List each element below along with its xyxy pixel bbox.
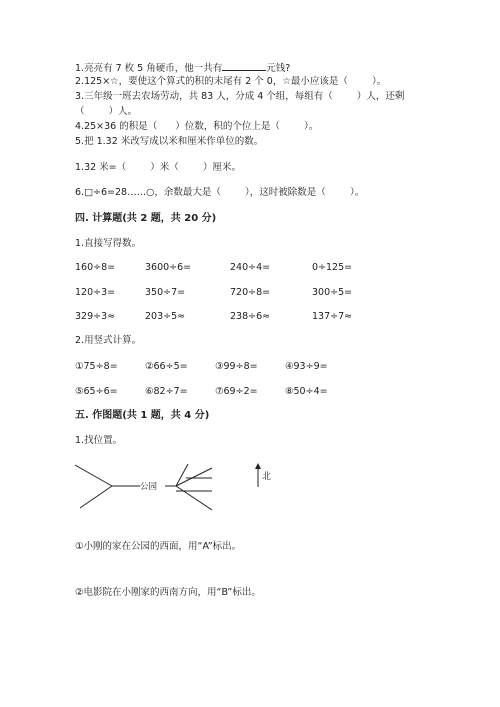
calc-item: ②66÷5=	[145, 361, 188, 372]
calc-item: 240÷4=	[230, 262, 271, 273]
question-3-line-1: 3.三年级一班去农场劳动，共 83 人，分成 4 个组，每组有（ ）人，还剩	[75, 91, 405, 102]
calc-item: ⑧50÷4=	[285, 386, 328, 397]
north-label: 北	[262, 472, 272, 482]
calc-item: 137÷7≈	[312, 311, 353, 322]
calc-item: ④93÷9=	[285, 361, 328, 372]
calc-item: 160÷8=	[75, 262, 116, 273]
question-4: 4.25×36 的积是（ ）位数，积的个位上是（ ）。	[75, 121, 319, 132]
calc-item: ⑥82÷7=	[145, 386, 188, 397]
calc-item: 720÷8=	[230, 287, 271, 298]
calc-item: 300÷5=	[312, 287, 353, 298]
calc-item: 329÷3≈	[75, 311, 116, 322]
calc-item: 120÷3=	[75, 287, 116, 298]
north-arrow	[255, 463, 271, 487]
calc-item: 238÷6≈	[230, 311, 271, 322]
section-4-q2-label: 2.用竖式计算。	[75, 335, 142, 346]
calc-item: 203÷5≈	[145, 311, 186, 322]
question-5: 5.把 1.32 米改写成以米和厘米作单位的数。	[75, 136, 264, 147]
question-1-suffix: 元钱?	[266, 63, 291, 74]
north-arrow-head-icon	[255, 463, 261, 469]
road	[176, 486, 212, 510]
calc-item: ③99÷8=	[215, 361, 258, 372]
section-5-q1-label: 1.找位置。	[75, 435, 123, 446]
question-6: 6.□÷6=28……○，余数最大是（ ），这时被除数是（ ）。	[75, 187, 365, 198]
road	[75, 465, 112, 486]
road	[80, 486, 112, 508]
map-task-1: ①小刚的家在公园的西面，用“A”标出。	[75, 541, 242, 552]
section-4-title: 四. 计算题(共 2 题，共 20 分)	[75, 213, 217, 224]
calc-item: ⑦69÷2=	[215, 386, 258, 397]
map-task-2: ②电影院在小刚家的西南方向，用“B”标出。	[75, 587, 261, 598]
question-2: 2.125×☆，要使这个算式的积的末尾有 2 个 0，☆最小应该是（ ）。	[75, 76, 387, 87]
calc-item: 0÷125=	[312, 262, 353, 273]
park-label: 公园	[140, 482, 158, 492]
section-5-title: 五. 作图题(共 1 题，共 4 分)	[75, 410, 210, 421]
question-5-answer: 1.32 米=（ ）米（ ）厘米。	[75, 162, 241, 173]
calc-item: ①75÷8=	[75, 361, 118, 372]
section-4-q1-label: 1.直接写得数。	[75, 238, 142, 249]
calc-item: 350÷7=	[145, 287, 186, 298]
question-1-text: 1.亮亮有 7 枚 5 角硬币，他一共有	[75, 63, 223, 74]
calc-item: ⑤65÷6=	[75, 386, 118, 397]
calc-item: 3600÷6=	[145, 262, 192, 273]
question-3-line-2: （ ）人。	[75, 106, 138, 117]
